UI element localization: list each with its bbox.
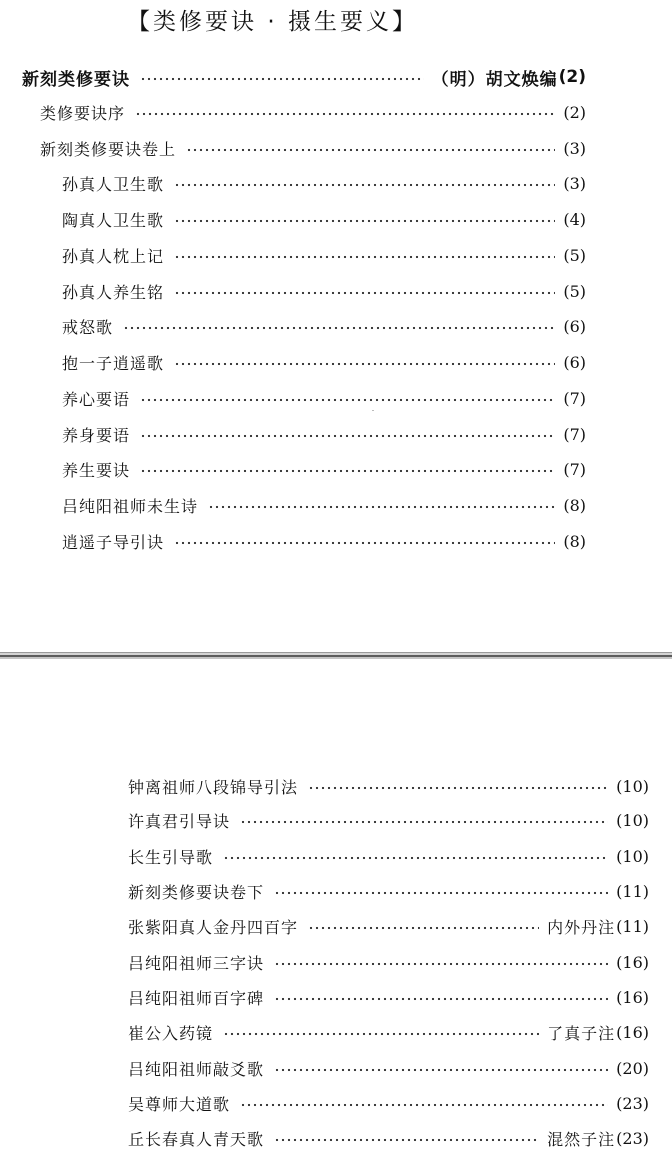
toc-entry-page: (11) [616, 916, 649, 936]
toc-entry-title: 许真君引导诀 [128, 811, 231, 831]
toc-entry-title: 逍遥子导引诀 [62, 532, 165, 552]
toc-entry[interactable] [62, 168, 586, 198]
toc-entry-title: 抱一子逍遥歌 [62, 353, 165, 373]
toc-entry-author: （明）胡文焕编 [431, 69, 558, 90]
toc-entry-page: (3) [563, 173, 586, 193]
toc-entry-page: (2) [558, 67, 586, 87]
toc-entry-page: (16) [616, 987, 649, 1007]
toc-entry[interactable] [128, 805, 649, 835]
toc-entry-page: (11) [616, 881, 649, 901]
toc-entry[interactable] [128, 1017, 649, 1047]
toc-entry-page: (10) [616, 810, 649, 830]
toc-entry-page: (7) [563, 424, 586, 444]
toc-entry[interactable] [62, 204, 586, 234]
toc-leader-dots [308, 786, 608, 790]
toc-entry[interactable] [128, 947, 649, 977]
toc-leader-dots [174, 219, 555, 223]
toc-entry-page: (10) [616, 846, 649, 866]
toc-entry-title: 张紫阳真人金丹四百字 [128, 917, 299, 937]
toc-entry[interactable] [62, 311, 586, 341]
toc-entry-book[interactable] [22, 62, 586, 92]
toc-entry[interactable] [62, 276, 586, 306]
toc-entry-author: 内外丹注 [547, 917, 616, 937]
toc-entry-page: (7) [563, 388, 586, 408]
toc-entry[interactable] [62, 240, 586, 270]
toc-leader-dots [240, 1103, 608, 1107]
toc-leader-dots [140, 469, 555, 473]
toc-entry-author: 了真子注 [547, 1023, 616, 1043]
toc-leader-dots [186, 148, 555, 152]
toc-entry-title: 长生引导歌 [128, 847, 214, 867]
toc-entry-title: 吕纯阳祖师百字碑 [128, 988, 265, 1008]
toc-entry-title: 吕纯阳祖师三字诀 [128, 953, 265, 973]
toc-entry-title: 吕纯阳祖师敲爻歌 [128, 1059, 265, 1079]
toc-entry-page: (16) [616, 1022, 649, 1042]
toc-leader-dots [174, 541, 555, 545]
toc-leader-dots [123, 326, 555, 330]
toc-leader-dots [274, 962, 608, 966]
toc-entry[interactable] [128, 982, 649, 1012]
toc-entry[interactable] [62, 419, 586, 449]
toc-entry-title: 孙真人养生铭 [62, 282, 165, 302]
scan-speck [372, 410, 374, 411]
toc-leader-dots [208, 505, 555, 509]
toc-entry-title: 陶真人卫生歌 [62, 210, 165, 230]
toc-leader-dots [140, 77, 424, 81]
toc-entry[interactable] [62, 383, 586, 413]
toc-entry-author: 混然子注 [547, 1129, 616, 1149]
toc-entry[interactable] [62, 526, 586, 556]
toc-entry-page: (7) [563, 459, 586, 479]
toc-entry-page: (6) [563, 316, 586, 336]
toc-entry-title: 养生要诀 [62, 460, 131, 480]
toc-entry-title: 丘长春真人青天歌 [128, 1129, 265, 1149]
toc-entry-title: 钟离祖师八段锦导引法 [128, 777, 299, 797]
toc-entry[interactable] [128, 771, 649, 801]
toc-leader-dots [223, 1032, 539, 1036]
toc-entry-title: 孙真人枕上记 [62, 246, 165, 266]
toc-entry-page: (8) [563, 531, 586, 551]
toc-entry-page: (5) [563, 245, 586, 265]
toc-entry[interactable] [62, 454, 586, 484]
toc-leader-dots [140, 434, 555, 438]
toc-entry-title: 养身要语 [62, 425, 131, 445]
toc-entry[interactable] [128, 1123, 649, 1153]
toc-entry-page: (23) [616, 1093, 649, 1113]
toc-entry-page: (23) [616, 1128, 649, 1148]
toc-entry-page: (2) [563, 102, 586, 122]
toc-leader-dots [223, 856, 608, 860]
toc-entry-title: 崔公入药镜 [128, 1023, 214, 1043]
toc-entry[interactable] [128, 1053, 649, 1083]
toc-entry[interactable] [128, 911, 649, 941]
toc-leader-dots [274, 997, 608, 1001]
toc-leader-dots [274, 1068, 608, 1072]
toc-leader-dots [174, 183, 555, 187]
toc-entry-title: 新刻类修要诀卷下 [128, 882, 265, 902]
page-title: 【类修要诀 · 摄生要义】 [127, 9, 418, 35]
toc-entry-page: (5) [563, 281, 586, 301]
toc-entry-title: 类修要诀序 [40, 103, 126, 123]
toc-entry-page: (20) [616, 1058, 649, 1078]
toc-leader-dots [135, 112, 555, 116]
toc-leader-dots [174, 255, 555, 259]
toc-entry-title: 吕纯阳祖师未生诗 [62, 496, 199, 516]
toc-entry-title: 新刻类修要诀卷上 [40, 139, 177, 159]
toc-entry-title: 戒怒歌 [62, 317, 114, 337]
toc-leader-dots [174, 362, 555, 366]
toc-entry-page: (6) [563, 352, 586, 372]
page-divider [0, 652, 672, 659]
toc-leader-dots [274, 891, 608, 895]
toc-leader-dots [308, 926, 539, 930]
toc-entry[interactable] [128, 841, 649, 871]
toc-leader-dots [140, 398, 555, 402]
toc-entry[interactable] [128, 876, 649, 906]
toc-entry-title: 新刻类修要诀 [22, 69, 130, 90]
toc-leader-dots [174, 291, 555, 295]
toc-leader-dots [240, 820, 608, 824]
toc-entry-page: (3) [563, 138, 586, 158]
toc-entry[interactable] [40, 133, 586, 163]
toc-entry-page: (8) [563, 495, 586, 515]
toc-entry-page: (16) [616, 952, 649, 972]
toc-entry-page: (10) [616, 776, 649, 796]
toc-entry-title: 养心要语 [62, 389, 131, 409]
toc-entry[interactable] [62, 347, 586, 377]
toc-entry[interactable] [62, 490, 586, 520]
toc-leader-dots [274, 1138, 539, 1142]
toc-entry[interactable] [40, 97, 586, 127]
toc-entry-title: 孙真人卫生歌 [62, 174, 165, 194]
toc-entry[interactable] [128, 1088, 649, 1118]
toc-entry-page: (4) [563, 209, 586, 229]
toc-entry-title: 吴尊师大道歌 [128, 1094, 231, 1114]
